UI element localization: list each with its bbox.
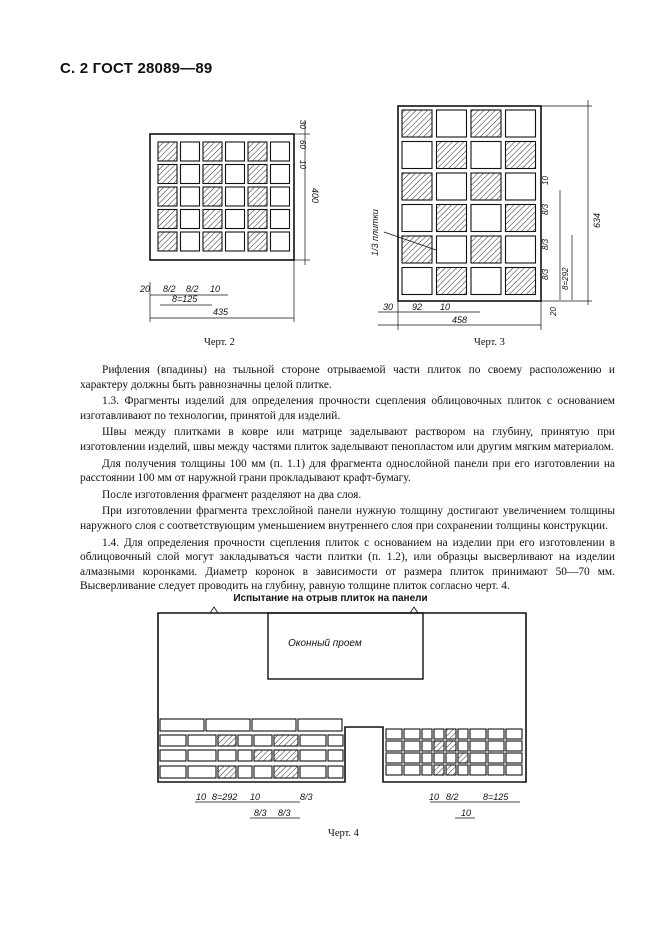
hatched-tile	[203, 142, 222, 161]
tile	[458, 741, 468, 751]
tile	[506, 741, 522, 751]
body-text	[80, 363, 615, 596]
tile	[458, 765, 468, 775]
fig4-dim-r10: 10	[429, 792, 440, 802]
tile	[160, 750, 186, 761]
fig3-label: 1/3 плитки	[370, 209, 380, 256]
tile	[470, 753, 486, 763]
tile	[300, 735, 326, 746]
fig4-dim-8-3: 8/3	[300, 792, 313, 802]
fig2-dim-10: 10	[298, 160, 307, 169]
tile	[437, 173, 467, 200]
tile	[300, 750, 326, 761]
hatched-tile	[248, 232, 267, 251]
tile	[386, 765, 402, 775]
fig2-dim-60: 60	[298, 140, 307, 149]
tile	[434, 729, 444, 739]
fig3-dim-634: 634	[592, 212, 602, 228]
fig4-dim-292: 8=292	[212, 792, 238, 802]
tile	[181, 142, 200, 161]
fig2-dim-30: 30	[298, 120, 307, 129]
hatched-tile	[446, 729, 456, 739]
fig2-dim-8-2a: 8/2	[163, 284, 176, 294]
tile	[188, 766, 216, 778]
fig4-dim-r10b: 10	[461, 808, 472, 818]
tile	[238, 735, 252, 746]
tile	[437, 110, 467, 137]
tile	[404, 765, 420, 775]
hatched-tile	[158, 165, 177, 184]
fig4-dim-r8-2: 8/2	[446, 792, 459, 802]
tile	[506, 765, 522, 775]
tile	[470, 765, 486, 775]
tile	[422, 753, 432, 763]
hatched-tile	[248, 187, 267, 206]
tile	[181, 165, 200, 184]
hatched-tile	[248, 142, 267, 161]
tile	[471, 142, 501, 169]
tile	[402, 205, 432, 232]
paragraph: 1.3. Фрагменты изделий для определения прочности сцепления облицовочных плиток с основанием изготавливают по технологии, принятой для изделий.	[80, 395, 615, 422]
tile	[488, 753, 504, 763]
hatched-tile	[402, 110, 432, 137]
tile	[238, 766, 252, 778]
tile	[226, 187, 245, 206]
paragraph: При изготовлении фрагмента трехслойной панели нужную толщину достигают увеличением толщины наружного слоя с соответствующим уменьшением внутреннего слоя при сохранении толщины конструкции.	[80, 505, 615, 532]
tile	[402, 268, 432, 295]
tile	[271, 142, 290, 161]
tile	[506, 753, 522, 763]
fig2-dim-435: 435	[213, 307, 229, 317]
tile	[434, 753, 444, 763]
fig2-dim-10b: 10	[210, 284, 221, 294]
tile	[471, 268, 501, 295]
fig4-dim-8-3c: 8/3	[278, 808, 291, 818]
fig4-left-tiles	[160, 719, 343, 778]
fig2-dim-20: 20	[140, 284, 151, 294]
tile	[226, 165, 245, 184]
hatched-tile	[158, 210, 177, 229]
tile	[271, 187, 290, 206]
fig4-caption: Черт. 4	[328, 828, 359, 839]
fig2-dim-400: 400	[310, 188, 320, 204]
hatched-tile	[218, 735, 236, 746]
paragraph: После изготовления фрагмент разделяют на два слоя.	[102, 488, 362, 501]
fig3-dim-10b: 10	[440, 302, 451, 312]
tile	[471, 205, 501, 232]
hatched-tile	[471, 236, 501, 263]
tile	[181, 187, 200, 206]
tile	[160, 719, 204, 731]
hatched-tile	[471, 110, 501, 137]
hatched-tile	[437, 205, 467, 232]
figure-4	[158, 607, 526, 818]
fig3-dim-8-3b: 8/3	[541, 238, 550, 250]
hatched-tile	[203, 187, 222, 206]
tile	[226, 210, 245, 229]
tile	[188, 735, 216, 746]
tile	[226, 142, 245, 161]
hatched-tile	[506, 268, 536, 295]
hatched-tile	[402, 173, 432, 200]
tile	[386, 741, 402, 751]
fig3-dim-8-3a: 8/3	[541, 203, 550, 215]
hatched-tile	[158, 232, 177, 251]
figure-2	[139, 120, 320, 322]
fig3-dim-92: 92	[412, 302, 423, 312]
tile	[218, 750, 236, 761]
tile	[226, 232, 245, 251]
tile	[422, 741, 432, 751]
hatched-tile	[434, 741, 444, 751]
hatched-tile	[274, 735, 298, 746]
tile	[328, 735, 343, 746]
hatched-tile	[203, 210, 222, 229]
hatched-tile	[446, 741, 456, 751]
tile	[206, 719, 250, 731]
tile	[160, 766, 186, 778]
tile	[446, 753, 456, 763]
fig2-caption: Черт. 2	[204, 337, 235, 348]
tile	[298, 719, 342, 731]
tile	[506, 173, 536, 200]
fig2-tile-grid	[158, 142, 290, 251]
tile	[506, 110, 536, 137]
fig2-dim-8-2b: 8/2	[186, 284, 199, 294]
fig3-dim-10: 10	[541, 176, 550, 185]
tile	[470, 741, 486, 751]
fig3-tile-grid	[402, 110, 536, 295]
tile	[404, 753, 420, 763]
hatched-tile	[254, 750, 272, 761]
hatched-tile	[274, 766, 298, 778]
tile	[458, 729, 468, 739]
hatched-tile	[506, 205, 536, 232]
hatched-tile	[434, 765, 444, 775]
paragraph: 1.4. Для определения прочности сцепления плиток с основанием на изделии при его изготовлении в облицовочный слой могут закладываться части плитки (п. 1.2), или образцы высверливают на изделии алмазными коронками. Диаметр коронок в зависимости от размера плиток принимают 50—70 мм. Высверливание следует проводить на глубину, равную толщине плиток согласно черт. 4.	[80, 536, 615, 593]
tile	[488, 729, 504, 739]
hatched-tile	[458, 753, 468, 763]
tile	[181, 232, 200, 251]
fig4-title: Испытание на отрыв плиток на панели	[233, 593, 428, 604]
tile	[422, 729, 432, 739]
hatched-tile	[203, 165, 222, 184]
figure-3	[370, 100, 602, 330]
fig4-dim-8-3b: 8/3	[254, 808, 267, 818]
tile	[271, 232, 290, 251]
hatched-tile	[203, 232, 222, 251]
fig4-right-tiles	[386, 729, 522, 775]
fig3-dim-458: 458	[452, 315, 468, 325]
tile	[188, 750, 216, 761]
hatched-tile	[248, 210, 267, 229]
tile	[238, 750, 252, 761]
fig3-caption: Черт. 3	[474, 337, 505, 348]
fig4-dim-r125: 8=125	[483, 792, 509, 802]
tile	[404, 729, 420, 739]
tile	[506, 236, 536, 263]
tile	[271, 210, 290, 229]
hatched-tile	[506, 142, 536, 169]
hatched-tile	[158, 187, 177, 206]
tile	[252, 719, 296, 731]
hatched-tile	[274, 750, 298, 761]
page-header: С. 2 ГОСТ 28089—89	[60, 60, 213, 77]
fig4-dim-10b: 10	[250, 792, 261, 802]
tile	[254, 766, 272, 778]
hatched-tile	[471, 173, 501, 200]
tile	[404, 741, 420, 751]
tile	[160, 735, 186, 746]
hatched-tile	[446, 765, 456, 775]
hatched-tile	[248, 165, 267, 184]
tile	[386, 753, 402, 763]
tile	[328, 750, 343, 761]
tile	[402, 142, 432, 169]
hatched-tile	[158, 142, 177, 161]
fig3-dim-292: 8=292	[561, 267, 570, 290]
hatched-tile	[218, 766, 236, 778]
tile	[470, 729, 486, 739]
fig3-dim-20: 20	[549, 307, 558, 316]
tile	[506, 729, 522, 739]
fig2-dim-125: 8=125	[172, 294, 198, 304]
paragraph: Швы между плитками в ковре или матрице заделывают раствором на глубину, принятую при изготовлении изделий, швы между частями плиток заделывают пенопластом или другим мягким материалом.	[80, 426, 615, 453]
tile	[488, 741, 504, 751]
fig4-dim-10: 10	[196, 792, 207, 802]
tile	[300, 766, 326, 778]
tile	[181, 210, 200, 229]
tile	[328, 766, 343, 778]
hatched-tile	[437, 142, 467, 169]
tile	[437, 236, 467, 263]
tile	[422, 765, 432, 775]
tile	[271, 165, 290, 184]
fig3-dim-8-3c: 8/3	[541, 268, 550, 280]
tile	[254, 735, 272, 746]
tile	[386, 729, 402, 739]
paragraph: Рифления (впадины) на тыльной стороне отрываемой части плиток по своему расположению и характеру должны быть равнозначны целой плитке.	[80, 364, 615, 391]
paragraph: Для получения толщины 100 мм (п. 1.1) для фрагмента однослойной панели при его изготовлении на расстоянии 100 мм от наружной грани прокладывают крафт-бумагу.	[80, 457, 615, 485]
tile	[488, 765, 504, 775]
fig4-window-label: Оконный проем	[288, 638, 362, 649]
fig3-dim-30: 30	[383, 302, 394, 312]
hatched-tile	[437, 268, 467, 295]
